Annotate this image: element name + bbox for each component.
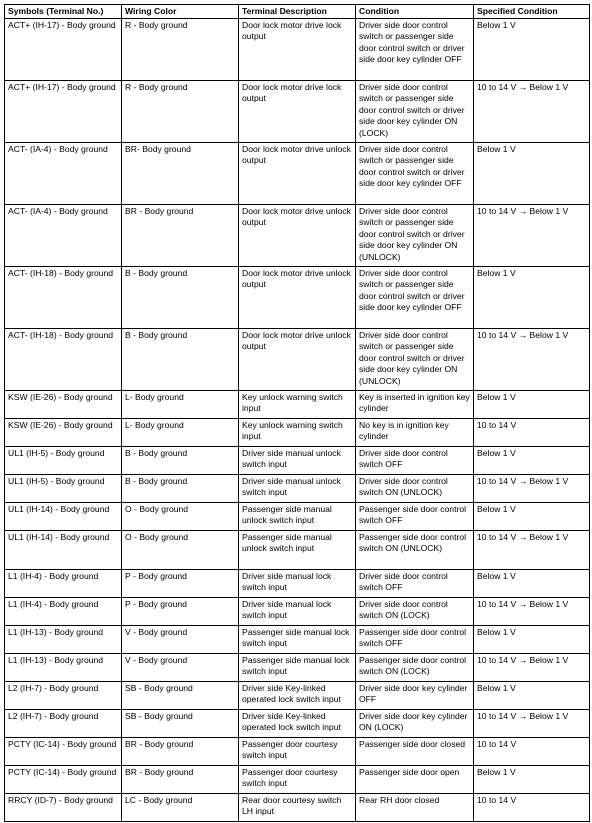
wiring-color-cell: V - Body ground [122, 626, 239, 654]
condition-cell: Passenger side door control switch ON (LOCK) [356, 654, 474, 682]
table-row [5, 503, 590, 531]
specified-condition-cell: 10 to 14 V → Below 1 V [474, 710, 590, 738]
specified-condition-cell: 10 to 14 V → Below 1 V [474, 598, 590, 626]
table-row [5, 531, 590, 570]
symbol-cell: L2 (IH-7) - Body ground [5, 710, 122, 738]
wiring-color-cell: R - Body ground [122, 81, 239, 143]
terminal-description-cell: Key unlock warning switch input [239, 391, 356, 419]
table-row [5, 682, 590, 710]
header-condition: Condition [356, 5, 474, 19]
terminal-description-cell: Passenger door courtesy switch input [239, 766, 356, 794]
specified-condition-cell: 10 to 14 V [474, 794, 590, 822]
wiring-color-cell: R - Body ground [122, 19, 239, 81]
symbol-cell: RRCY (ID-7) - Body ground [5, 794, 122, 822]
wiring-color-cell: P - Body ground [122, 570, 239, 598]
symbol-cell: KSW (IE-26) - Body ground [5, 391, 122, 419]
symbol-cell: ACT- (IA-4) - Body ground [5, 205, 122, 267]
header-specified-condition: Specified Condition [474, 5, 590, 19]
terminal-description-cell: Passenger side manual unlock switch input [239, 503, 356, 531]
condition-cell: Passenger side door open [356, 766, 474, 794]
specified-condition-cell: Below 1 V [474, 267, 590, 329]
specified-condition-cell: Below 1 V [474, 19, 590, 81]
wiring-color-cell: L- Body ground [122, 391, 239, 419]
condition-cell: Driver side door control switch or passenger side door control switch or driver side door key cylinder OFF [356, 143, 474, 205]
condition-cell: Passenger side door control switch OFF [356, 503, 474, 531]
wiring-color-cell: B - Body ground [122, 329, 239, 391]
wiring-color-cell: L- Body ground [122, 419, 239, 447]
wiring-color-cell: SB - Body ground [122, 682, 239, 710]
wiring-color-cell: B - Body ground [122, 267, 239, 329]
condition-cell: Driver side door control switch or passenger side door control switch or driver side door key cylinder OFF [356, 19, 474, 81]
table-row [5, 391, 590, 419]
symbol-cell: UL1 (IH-14) - Body ground [5, 503, 122, 531]
condition-cell: Key is inserted in ignition key cylinder [356, 391, 474, 419]
symbol-cell: ACT- (IH-18) - Body ground [5, 329, 122, 391]
table-row [5, 766, 590, 794]
terminal-description-cell: Door lock motor drive unlock output [239, 143, 356, 205]
specified-condition-cell: Below 1 V [474, 503, 590, 531]
condition-cell: Driver side door control switch or passenger side door control switch or driver side door key cylinder ON (LOCK) [356, 81, 474, 143]
symbol-cell: KSW (IE-26) - Body ground [5, 419, 122, 447]
table-row [5, 81, 590, 143]
terminal-spec-table-container [4, 4, 589, 822]
terminal-description-cell: Rear door courtesy switch LH input [239, 794, 356, 822]
terminal-description-cell: Door lock motor drive lock output [239, 19, 356, 81]
wiring-color-cell: B - Body ground [122, 475, 239, 503]
symbol-cell: ACT- (IA-4) - Body ground [5, 143, 122, 205]
condition-cell: Driver side door control switch ON (LOCK) [356, 598, 474, 626]
terminal-description-cell: Key unlock warning switch input [239, 419, 356, 447]
symbol-cell: PCTY (IC-14) - Body ground [5, 738, 122, 766]
wiring-color-cell: LC - Body ground [122, 794, 239, 822]
symbol-cell: L2 (IH-7) - Body ground [5, 682, 122, 710]
terminal-description-cell: Door lock motor drive unlock output [239, 205, 356, 267]
specified-condition-cell: 10 to 14 V → Below 1 V [474, 475, 590, 503]
symbol-cell: UL1 (IH-5) - Body ground [5, 475, 122, 503]
table-row [5, 794, 590, 822]
symbol-cell: L1 (IH-4) - Body ground [5, 598, 122, 626]
condition-cell: Passenger side door control switch ON (UNLOCK) [356, 531, 474, 570]
wiring-color-cell: BR - Body ground [122, 205, 239, 267]
wiring-color-cell: SB - Body ground [122, 710, 239, 738]
condition-cell: Driver side door key cylinder OFF [356, 682, 474, 710]
specified-condition-cell: Below 1 V [474, 143, 590, 205]
header-row [5, 5, 590, 19]
wiring-color-cell: O - Body ground [122, 531, 239, 570]
specified-condition-cell: Below 1 V [474, 391, 590, 419]
table-row [5, 19, 590, 81]
wiring-color-cell: BR - Body ground [122, 738, 239, 766]
symbol-cell: L1 (IH-4) - Body ground [5, 570, 122, 598]
table-row [5, 598, 590, 626]
condition-cell: Passenger side door closed [356, 738, 474, 766]
header-wiring-color: Wiring Color [122, 5, 239, 19]
terminal-description-cell: Driver side manual unlock switch input [239, 447, 356, 475]
symbol-cell: ACT+ (IH-17) - Body ground [5, 81, 122, 143]
header-symbols: Symbols (Terminal No.) [5, 5, 122, 19]
terminal-description-cell: Driver side manual unlock switch input [239, 475, 356, 503]
terminal-description-cell: Passenger side manual unlock switch input [239, 531, 356, 570]
symbol-cell: PCTY (IC-14) - Body ground [5, 766, 122, 794]
symbol-cell: L1 (IH-13) - Body ground [5, 626, 122, 654]
wiring-color-cell: B - Body ground [122, 447, 239, 475]
terminal-description-cell: Door lock motor drive unlock output [239, 329, 356, 391]
specified-condition-cell: Below 1 V [474, 447, 590, 475]
table-row [5, 205, 590, 267]
specified-condition-cell: 10 to 14 V → Below 1 V [474, 531, 590, 570]
terminal-spec-table [4, 4, 590, 822]
wiring-color-cell: V - Body ground [122, 654, 239, 682]
specified-condition-cell: 10 to 14 V → Below 1 V [474, 205, 590, 267]
table-row [5, 267, 590, 329]
symbol-cell: ACT+ (IH-17) - Body ground [5, 19, 122, 81]
condition-cell: Driver side door control switch or passenger side door control switch or driver side door key cylinder OFF [356, 267, 474, 329]
table-body [5, 19, 590, 822]
table-row [5, 329, 590, 391]
specified-condition-cell: Below 1 V [474, 766, 590, 794]
terminal-description-cell: Driver side manual lock switch input [239, 598, 356, 626]
terminal-description-cell: Driver side manual lock switch input [239, 570, 356, 598]
condition-cell: Driver side door control switch or passenger side door control switch or driver side door key cylinder ON (UNLOCK) [356, 205, 474, 267]
table-row [5, 710, 590, 738]
terminal-description-cell: Driver side Key-linked operated lock switch input [239, 682, 356, 710]
table-row [5, 419, 590, 447]
specified-condition-cell: Below 1 V [474, 682, 590, 710]
table-row [5, 738, 590, 766]
specified-condition-cell: 10 to 14 V [474, 738, 590, 766]
table-row [5, 447, 590, 475]
condition-cell: Driver side door control switch OFF [356, 570, 474, 598]
symbol-cell: ACT- (IH-18) - Body ground [5, 267, 122, 329]
symbol-cell: L1 (IH-13) - Body ground [5, 654, 122, 682]
condition-cell: Driver side door control switch or passenger side door control switch or driver side door key cylinder ON (UNLOCK) [356, 329, 474, 391]
specified-condition-cell: 10 to 14 V [474, 419, 590, 447]
condition-cell: Rear RH door closed [356, 794, 474, 822]
terminal-description-cell: Door lock motor drive unlock output [239, 267, 356, 329]
wiring-color-cell: BR - Body ground [122, 766, 239, 794]
condition-cell: Driver side door control switch ON (UNLOCK) [356, 475, 474, 503]
specified-condition-cell: 10 to 14 V → Below 1 V [474, 81, 590, 143]
wiring-color-cell: BR- Body ground [122, 143, 239, 205]
terminal-description-cell: Passenger side manual lock switch input [239, 626, 356, 654]
terminal-description-cell: Passenger door courtesy switch input [239, 738, 356, 766]
specified-condition-cell: 10 to 14 V → Below 1 V [474, 654, 590, 682]
table-row [5, 143, 590, 205]
condition-cell: Passenger side door control switch OFF [356, 626, 474, 654]
table-row [5, 654, 590, 682]
wiring-color-cell: O - Body ground [122, 503, 239, 531]
condition-cell: Driver side door control switch OFF [356, 447, 474, 475]
symbol-cell: UL1 (IH-5) - Body ground [5, 447, 122, 475]
condition-cell: No key is in ignition key cylinder [356, 419, 474, 447]
terminal-description-cell: Door lock motor drive lock output [239, 81, 356, 143]
specified-condition-cell: Below 1 V [474, 626, 590, 654]
terminal-description-cell: Passenger side manual lock switch input [239, 654, 356, 682]
specified-condition-cell: 10 to 14 V → Below 1 V [474, 329, 590, 391]
header-terminal-description: Terminal Description [239, 5, 356, 19]
symbol-cell: UL1 (IH-14) - Body ground [5, 531, 122, 570]
table-row [5, 570, 590, 598]
wiring-color-cell: P - Body ground [122, 598, 239, 626]
table-row [5, 475, 590, 503]
table-row [5, 626, 590, 654]
terminal-description-cell: Driver side Key-linked operated lock switch input [239, 710, 356, 738]
condition-cell: Driver side door key cylinder ON (LOCK) [356, 710, 474, 738]
specified-condition-cell: Below 1 V [474, 570, 590, 598]
